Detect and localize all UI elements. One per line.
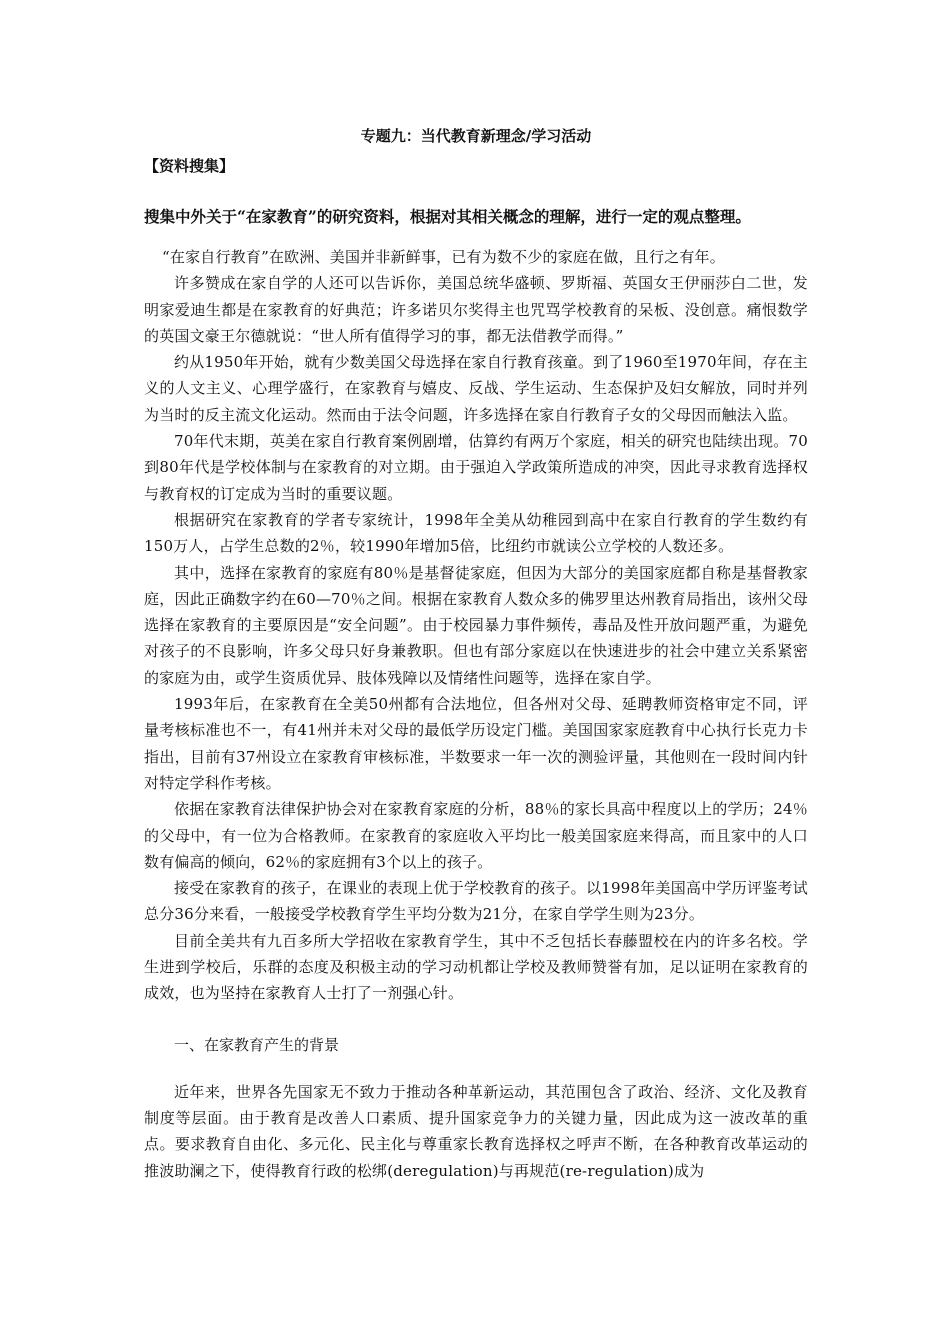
- paragraph: 1993年后，在家教育在全美50州都有合法地位，但各州对父母、延聘教师资格审定不同，评量考核标准也不一，有41州并未对父母的最低学历设定门槛。美国国家家庭教育中心执行长克力卡指出，目前有37州设立在家教育审核标准，半数要求一年一次的测验评量，其他则在一段时间内针对特定学科作考核。: [144, 695, 808, 792]
- paragraph: 约从1950年开始，就有少数美国父母选择在家自行教育孩童。到了1960至1970年间，存在主义的人文主义、心理学盛行，在家教育与嬉皮、反战、学生运动、生态保护及妇女解放，同时并列为当时的反主流文化运动。然而由于法令问题，许多选择在家自行教育子女的父母因而触法入监。: [144, 353, 808, 424]
- task-instruction: 搜集中外关于“在家教育”的研究资料，根据对其相关概念的理解，进行一定的观点整理。: [144, 207, 751, 226]
- paragraph: “在家自行教育”在欧洲、美国并非新鲜事，已有为数不少的家庭在做，且行之有年。: [162, 248, 725, 266]
- document-title: 专题九：当代教育新理念/学习活动: [360, 127, 592, 145]
- section-heading: 一、在家教育产生的背景: [174, 1035, 340, 1054]
- paragraph: 70年代末期，英美在家自行教育案例剧增，估算约有两万个家庭，相关的研究也陆续出现。70到80年代是学校体制与在家教育的对立期。由于强迫入学政策所造成的冲突，因此寻求教育选择权与教育权的订定成为当时的重要议题。: [144, 432, 808, 503]
- document-page: [144, 120, 808, 1184]
- paragraph: 依据在家教育法律保护协会对在家教育家庭的分析，88％的家长具高中程度以上的学历；24％的父母中，有一位为合格教师。在家教育的家庭收入平均比一般美国家庭来得高，而且家中的人口数有偏高的倾向，62％的家庭拥有3个以上的孩子。: [144, 800, 808, 871]
- paragraph: 目前全美共有九百多所大学招收在家教育学生，其中不乏包括长春藤盟校在内的许多名校。学生进到学校后，乐群的态度及积极主动的学习动机都让学校及教师赞誉有加，足以证明在家教育的成效，也为坚持在家教育人士打了一剂强心针。: [144, 931, 808, 1003]
- paragraph: 近年来，世界各先国家无不致力于推动各种革新运动，其范围包含了政治、经济、文化及教育制度等层面。由于教育是改善人口素质、提升国家竞争力的关键力量，因此成为这一波改革的重点。要求教育自由化、多元化、民主化与尊重家长教育选择权之呼声不断，在各种教育改革运动的推波助澜之下，使得教育行政的松绑(deregulation)与再规范(re-regulation)成为: [144, 1082, 808, 1180]
- paragraph: 根据研究在家教育的学者专家统计，1998年全美从幼稚园到高中在家自行教育的学生数约有150万人，占学生总数的2％，较1990年增加5倍，比纽约市就读公立学校的人数还多。: [144, 510, 808, 556]
- paragraph: 许多赞成在家自学的人还可以告诉你，美国总统华盛顿、罗斯福、英国女王伊丽莎白二世，发明家爱迪生都是在家教育的好典范；许多诺贝尔奖得主也咒骂学校教育的呆板、没创意。痛恨数学的英国文豪王尔德就说：“世人所有值得学习的事，都无法借教学而得。”: [144, 274, 808, 345]
- paragraph: 接受在家教育的孩子，在课业的表现上优于学校教育的孩子。以1998年美国高中学历评鉴考试总分36分来看，一般接受学校教育学生平均分数为21分，在家自学学生则为23分。: [144, 879, 808, 924]
- section-label: 【资料搜集】: [144, 157, 235, 175]
- paragraph: 其中，选择在家教育的家庭有80％是基督徒家庭，但因为大部分的美国家庭都自称是基督教家庭，因此正确数字约在60—70％之间。根据在家教育人数众多的佛罗里达州教育局指出，该州父母选择在家教育的主要原因是“安全问题”。由于校园暴力事件频传，毒品及性开放问题严重，为避免对孩子的不良影响，许多父母只好身兼教职。但也有部分家庭以在快速进步的社会中建立关系紧密的家庭为由，或学生资质优异、肢体残障以及情绪性问题等，选择在家自学。: [144, 563, 808, 687]
- document-body: [144, 244, 808, 1184]
